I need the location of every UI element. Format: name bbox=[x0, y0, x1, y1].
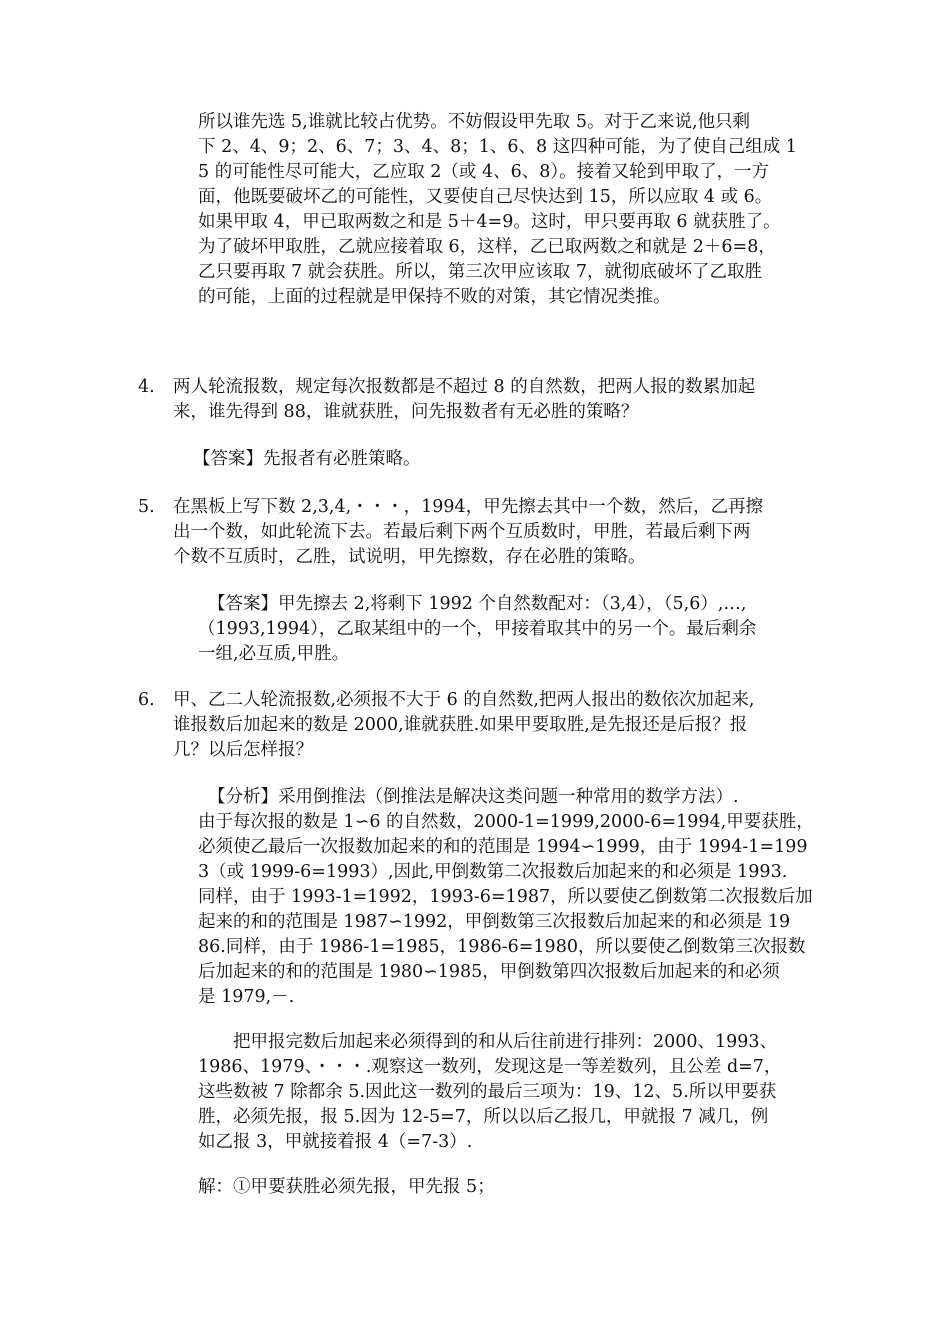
question-line: 谁报数后加起来的数是 2000,谁就获胜.如果甲要取胜,是先报还是后报？报 bbox=[173, 715, 748, 735]
text-line: 面，他既要破坏乙的可能性，又要使自己尽快达到 15，所以应取 4 或 6。 bbox=[198, 187, 773, 207]
question-line: 出一个数，如此轮流下去。若最后剩下两个互质数时，甲胜，若最后剩下两 bbox=[173, 522, 751, 542]
paragraph-line: 胜，必须先报，报 5.因为 12-5=7，所以以后乙报几，甲就报 7 减几，例 bbox=[198, 1107, 769, 1127]
text-line: 为了破坏甲取胜，乙就应接着取 6，这样，乙已取两数之和就是 2＋6=8， bbox=[198, 237, 776, 257]
question-line: 两人轮流报数，规定每次报数都是不超过 8 的自然数，把两人报的数累加起 bbox=[173, 377, 756, 397]
text-line: 乙只要再取 7 就会获胜。所以，第三次甲应该取 7，就彻底破坏了乙取胜 bbox=[198, 262, 762, 282]
analysis-line: 由于每次报的数是 1∽6 的自然数，2000-1=1999,2000-6=1994,甲要获胜， bbox=[198, 812, 814, 832]
paragraph-line: 把甲报完数后加起来必须得到的和从后往前进行排列：2000、1993、 bbox=[233, 1032, 778, 1052]
solution-line: 解：①甲要获胜必须先报，甲先报 5； bbox=[198, 1177, 495, 1197]
analysis-line: 86.同样，由于 1986-1=1985，1986-6=1980，所以要使乙倒数第三次报数 bbox=[198, 937, 806, 957]
analysis-line: 是 1979,－. bbox=[198, 987, 295, 1007]
paragraph-line: 这些数被 7 除都余 5.因此这一数列的最后三项为：19、12、5.所以甲要获 bbox=[198, 1082, 777, 1102]
answer-line: 【答案】甲先擦去 2,将剩下 1992 个自然数配对：（3,4），（5,6）,…, bbox=[208, 594, 747, 614]
answer-line: 【答案】先报者有必胜策略。 bbox=[193, 449, 421, 469]
analysis-line: 同样，由于 1993-1=1992，1993-6=1987，所以要使乙倒数第二次报数后加 bbox=[198, 887, 813, 907]
problem-number: 6. bbox=[138, 690, 155, 710]
text-line: 下 2、4、9；2、6、7；3、4、8；1、6、8 这四种可能，为了使自己组成 1 bbox=[198, 137, 797, 157]
problem-number: 4. bbox=[138, 377, 155, 397]
text-line: 的可能，上面的过程就是甲保持不败的对策，其它情况类推。 bbox=[198, 287, 671, 307]
analysis-line: 必须使乙最后一次报数加起来的和的范围是 1994∽1999，由于 1994-1=199 bbox=[198, 837, 808, 857]
paragraph-line: 如乙报 3，甲就接着报 4（=7-3）. bbox=[198, 1132, 473, 1152]
analysis-line: 【分析】采用倒推法（倒推法是解决这类问题一种常用的数学方法）. bbox=[208, 787, 739, 807]
answer-line: 一组,必互质,甲胜。 bbox=[198, 644, 350, 664]
question-line: 在黑板上写下数 2,3,4,・・・，1994，甲先擦去其中一个数，然后，乙再擦 bbox=[173, 497, 764, 517]
paragraph-line: 1986、1979、・・・.观察这一数列，发现这是一等差数列，且公差 d=7， bbox=[198, 1057, 782, 1077]
analysis-line: 后加起来的和的范围是 1980∽1985，甲倒数第四次报数后加起来的和必须 bbox=[198, 962, 780, 982]
answer-line: （1993,1994），乙取某组中的一个，甲接着取其中的另一个。最后剩余 bbox=[198, 619, 757, 639]
text-line: 5 的可能性尽可能大，乙应取 2（或 4、6、8）。接着又轮到甲取了，一方 bbox=[198, 162, 770, 182]
text-line: 所以谁先选 5,谁就比较占优势。不妨假设甲先取 5。对于乙来说,他只剩 bbox=[198, 112, 751, 132]
problem-number: 5. bbox=[138, 497, 155, 517]
text-line: 如果甲取 4，甲已取两数之和是 5＋4=9。这时，甲只要再取 6 就获胜了。 bbox=[198, 212, 781, 232]
question-line: 来，谁先得到 88，谁就获胜，问先报数者有无必胜的策略？ bbox=[173, 402, 639, 422]
analysis-line: 3（或 1999-6=1993）,因此,甲倒数第二次报数后加起来的和必须是 1993. bbox=[198, 862, 788, 882]
question-line: 甲、乙二人轮流报数,必须报不大于 6 的自然数,把两人报出的数依次加起来, bbox=[173, 690, 755, 710]
question-line: 几？以后怎样报？ bbox=[173, 740, 313, 760]
question-line: 个数不互质时，乙胜，试说明，甲先擦数，存在必胜的策略。 bbox=[173, 547, 646, 567]
analysis-line: 起来的和的范围是 1987∽1992，甲倒数第三次报数后加起来的和必须是 19 bbox=[198, 912, 791, 932]
